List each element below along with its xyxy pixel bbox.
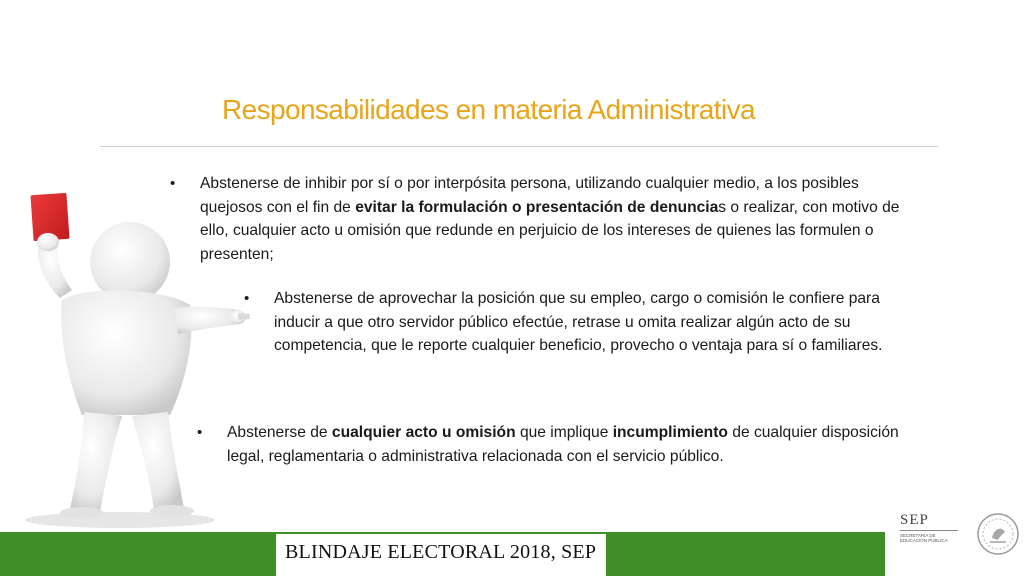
bullet-emphasis: incumplimiento (612, 424, 728, 441)
title-divider (100, 146, 938, 147)
bullet-marker: • (197, 424, 203, 441)
bullet-text: de cualquier disposición legal, reglamentaria o administrativa relacionada con el servicio público. (227, 424, 899, 465)
mexico-seal-icon (976, 512, 1020, 556)
bullet-item (244, 287, 914, 358)
bullet-item (197, 421, 927, 468)
bullet-text: Abstenerse de aprovechar la posición que su empleo, cargo o comisión le confiere para inducir a que otro servidor público efectúe, retrase u omita realizar algún acto de su competencia, que le reporte cualquier beneficio, provecho o ventaja para sí o familiares. (274, 290, 883, 354)
bullet-text: que implique (515, 424, 613, 441)
bullet-text: Abstenerse de inhibir por sí o por interpósita persona, utilizando cualquier medio, a los posibles quejosos con el fin de (200, 175, 859, 216)
bullet-marker: • (170, 175, 176, 192)
slide-title: Responsabilidades en materia Administrativa (222, 94, 755, 125)
bullet-marker: • (244, 290, 250, 307)
bullet-text: s o realizar, con motivo de ello, cualquier acto u omisión que redunde en perjuicio de los intereses de quienes las formulen o presenten; (200, 198, 900, 263)
bullet-text: Abstenerse de (227, 424, 332, 441)
bullet-emphasis: cualquier acto u omisión (331, 424, 516, 441)
sep-logo-name: SEP (900, 512, 929, 528)
sep-logo (900, 512, 960, 543)
sep-logo-subtitle: SECRETARÍA DE (900, 533, 936, 538)
sep-logo-rule (900, 530, 958, 531)
sep-logo-subtitle: EDUCACIÓN PÚBLICA (900, 538, 948, 543)
bullet-emphasis: evitar la formulación o presentación de denuncia (355, 198, 719, 216)
bullet-item (170, 172, 925, 266)
footer-text: BLINDAJE ELECTORAL 2018, SEP (285, 541, 597, 563)
